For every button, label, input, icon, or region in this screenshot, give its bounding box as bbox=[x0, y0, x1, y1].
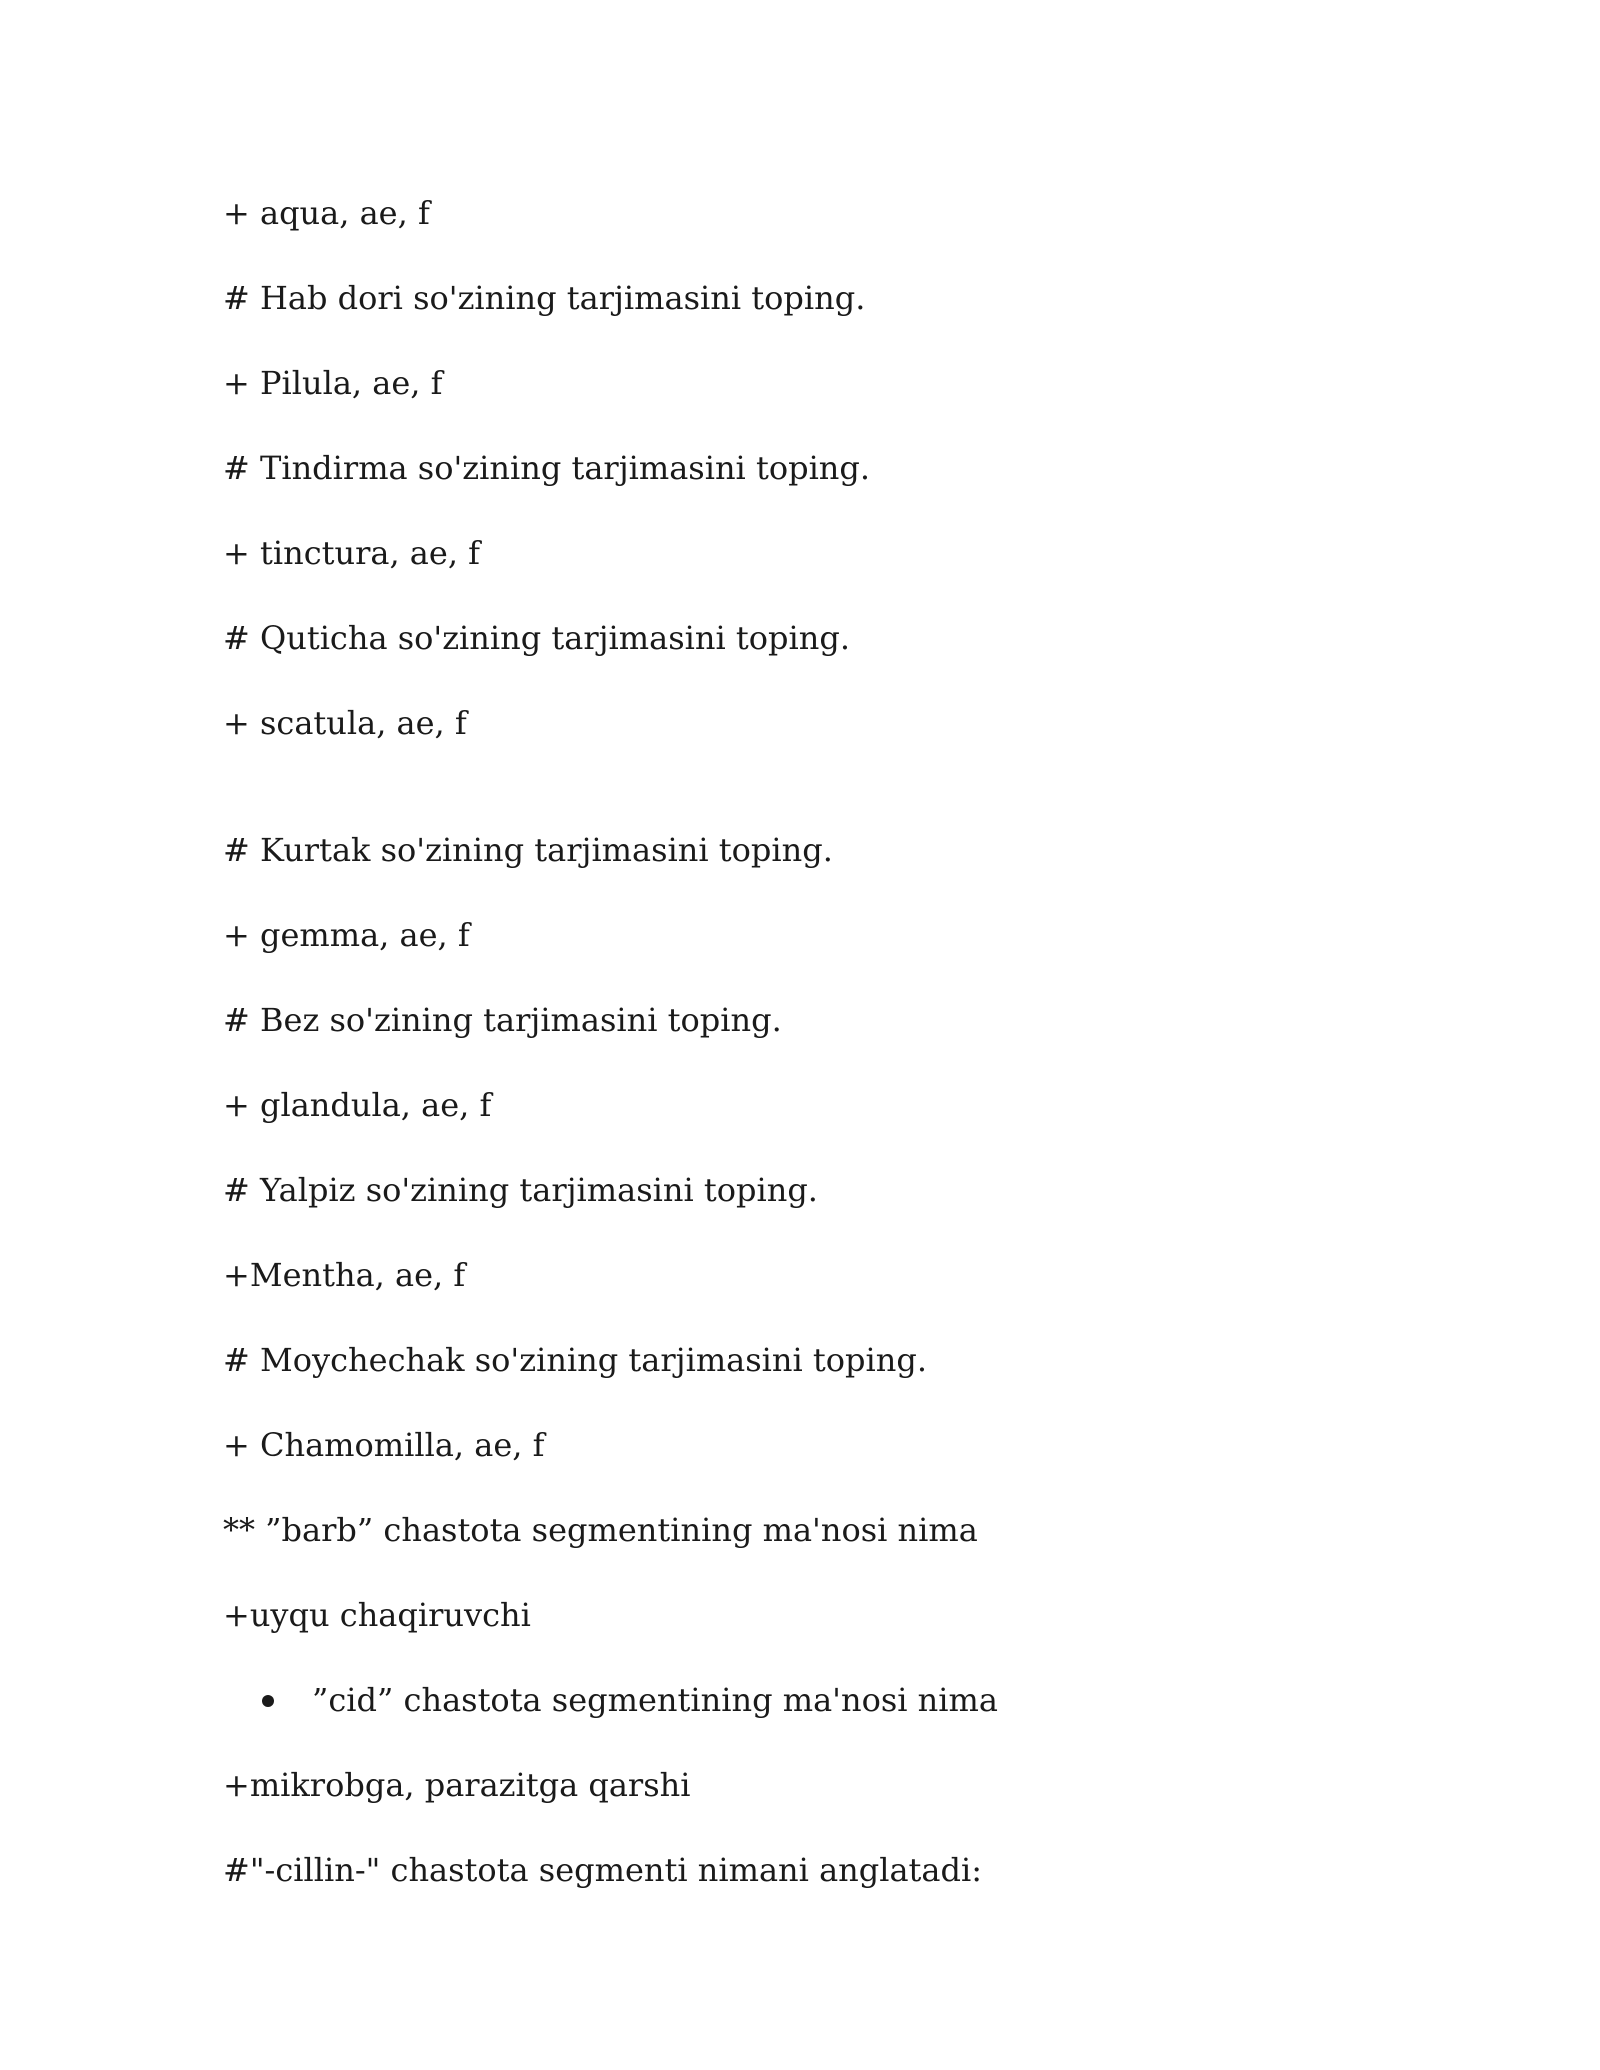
question-line: ** ”barb” chastota segmentining ma'nosi nima bbox=[223, 1511, 978, 1549]
question-line: # Yalpiz so'zining tarjimasini toping. bbox=[223, 1171, 818, 1209]
question-line: # Tindirma so'zining tarjimasini toping. bbox=[223, 449, 871, 487]
answer-line: + scatula, ae, f bbox=[223, 704, 467, 742]
bulleted-question-text: ”cid” chastota segmentining ma'nosi nima bbox=[312, 1681, 998, 1719]
question-line: # Kurtak so'zining tarjimasini toping. bbox=[223, 831, 833, 869]
answer-line: +mikrobga, parazitga qarshi bbox=[223, 1766, 691, 1804]
answer-line: + Pilula, ae, f bbox=[223, 364, 443, 402]
answer-line: + glandula, ae, f bbox=[223, 1086, 492, 1124]
answer-line: + tinctura, ae, f bbox=[223, 534, 480, 572]
answer-line: +uyqu chaqiruvchi bbox=[223, 1596, 531, 1634]
answer-line: +Mentha, ae, f bbox=[223, 1256, 466, 1294]
bullet-icon bbox=[262, 1695, 274, 1707]
bulleted-question bbox=[262, 1680, 998, 1720]
question-line: # Bez so'zining tarjimasini toping. bbox=[223, 1001, 782, 1039]
answer-line: + Chamomilla, ae, f bbox=[223, 1426, 545, 1464]
question-line: # Quticha so'zining tarjimasini toping. bbox=[223, 619, 850, 657]
answer-line: + gemma, ae, f bbox=[223, 916, 470, 954]
answer-line: + aqua, ae, f bbox=[223, 194, 430, 232]
question-line: #"-cillin-" chastota segmenti nimani anglatadi: bbox=[223, 1851, 982, 1889]
question-line: # Moychechak so'zining tarjimasini toping. bbox=[223, 1341, 928, 1379]
question-line: # Hab dori so'zining tarjimasini toping. bbox=[223, 279, 866, 317]
